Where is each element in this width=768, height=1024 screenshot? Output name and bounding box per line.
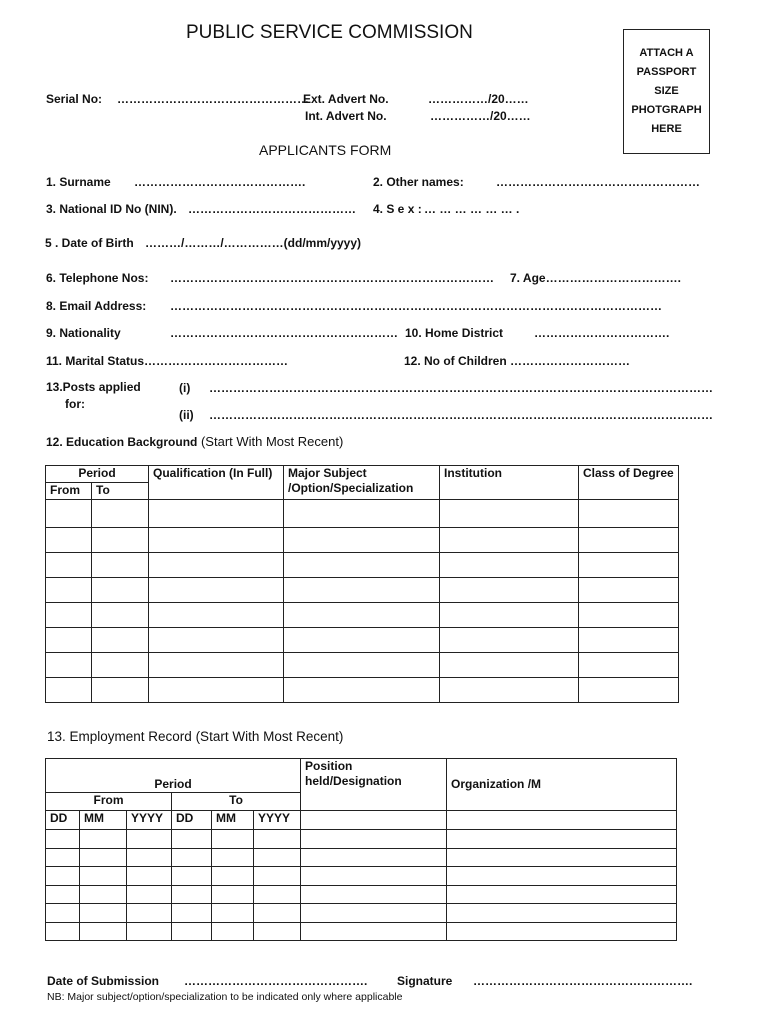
nationality-field[interactable]: ………………………………………………… bbox=[170, 326, 398, 340]
edu-cell[interactable] bbox=[92, 553, 149, 578]
emp-cell[interactable] bbox=[447, 867, 677, 886]
surname-label: 1. Surname bbox=[46, 175, 111, 189]
home-district-label: 10. Home District bbox=[405, 326, 504, 340]
emp-col-dd-to: DD bbox=[172, 811, 212, 830]
edu-cell[interactable] bbox=[579, 628, 679, 653]
emp-cell[interactable] bbox=[301, 922, 447, 941]
emp-cell[interactable] bbox=[212, 848, 254, 867]
emp-cell[interactable] bbox=[127, 922, 172, 941]
edu-cell[interactable] bbox=[92, 500, 149, 528]
table-row bbox=[46, 904, 677, 923]
edu-cell[interactable] bbox=[579, 653, 679, 678]
emp-col-dd-from: DD bbox=[46, 811, 80, 830]
edu-cell[interactable] bbox=[149, 678, 284, 703]
telephone-field[interactable]: ……………………………………………………………………… bbox=[170, 271, 494, 285]
dob-field[interactable]: ………/………/……………(dd/mm/yyyy) bbox=[145, 236, 362, 250]
emp-cell[interactable] bbox=[212, 885, 254, 904]
emp-cell[interactable] bbox=[212, 904, 254, 923]
edu-cell[interactable] bbox=[579, 578, 679, 603]
emp-cell[interactable] bbox=[80, 904, 127, 923]
posts-ii-marker: (ii) bbox=[179, 408, 194, 422]
page-title: PUBLIC SERVICE COMMISSION bbox=[186, 22, 473, 43]
table-row bbox=[46, 922, 677, 941]
emp-cell[interactable] bbox=[46, 885, 80, 904]
edu-cell[interactable] bbox=[46, 678, 92, 703]
ext-advert-label: Ext. Advert No. bbox=[303, 92, 389, 106]
emp-cell[interactable] bbox=[254, 904, 301, 923]
table-row bbox=[46, 500, 679, 528]
edu-cell[interactable] bbox=[149, 603, 284, 628]
email-field[interactable]: …………………………………………………………………………………………………………… bbox=[170, 299, 662, 313]
emp-col-mm-from: MM bbox=[80, 811, 127, 830]
posts-i-marker: (i) bbox=[179, 381, 191, 395]
edu-cell[interactable] bbox=[284, 528, 440, 553]
int-advert-field[interactable]: ……………/20…… bbox=[430, 109, 531, 123]
edu-col-to: To bbox=[92, 483, 149, 500]
edu-cell[interactable] bbox=[284, 553, 440, 578]
serial-label: Serial No: bbox=[46, 92, 103, 106]
emp-cell[interactable] bbox=[46, 867, 80, 886]
submission-label: Date of Submission bbox=[47, 974, 160, 988]
emp-cell[interactable] bbox=[447, 830, 677, 849]
emp-cell[interactable] bbox=[172, 904, 212, 923]
emp-cell[interactable] bbox=[301, 885, 447, 904]
photo-box-text: ATTACH A PASSPORT SIZE PHOTGRAPH HERE bbox=[631, 47, 702, 135]
ext-advert-field[interactable]: ……………/20…… bbox=[428, 92, 529, 106]
table-row bbox=[46, 628, 679, 653]
emp-cell[interactable] bbox=[127, 904, 172, 923]
table-row bbox=[46, 867, 677, 886]
edu-cell[interactable] bbox=[149, 578, 284, 603]
emp-cell[interactable] bbox=[447, 904, 677, 923]
edu-col-qualification: Qualification (In Full) bbox=[149, 466, 284, 500]
education-heading-bold: 12. Education Background bbox=[46, 435, 198, 449]
table-row bbox=[46, 578, 679, 603]
edu-cell[interactable] bbox=[149, 628, 284, 653]
emp-cell[interactable] bbox=[254, 830, 301, 849]
emp-cell[interactable] bbox=[301, 904, 447, 923]
emp-col-period: Period bbox=[46, 759, 301, 793]
emp-cell[interactable] bbox=[212, 922, 254, 941]
emp-col-position: Position held/Designation bbox=[301, 759, 447, 811]
emp-cell[interactable] bbox=[254, 922, 301, 941]
emp-cell[interactable] bbox=[172, 922, 212, 941]
emp-cell[interactable] bbox=[46, 922, 80, 941]
edu-cell[interactable] bbox=[284, 653, 440, 678]
edu-cell[interactable] bbox=[149, 500, 284, 528]
posts-ii-field[interactable]: ……………………………………………………………………………………………………………… bbox=[209, 408, 713, 422]
emp-cell[interactable] bbox=[46, 904, 80, 923]
emp-cell[interactable] bbox=[127, 885, 172, 904]
edu-cell[interactable] bbox=[579, 603, 679, 628]
signature-field[interactable]: ………………………………………………. bbox=[473, 974, 693, 988]
emp-cell[interactable] bbox=[254, 867, 301, 886]
submission-field[interactable]: ………………………………………. bbox=[184, 974, 368, 988]
edu-col-period: Period bbox=[46, 466, 149, 483]
emp-cell[interactable] bbox=[80, 922, 127, 941]
emp-col-org: Organization /M bbox=[447, 759, 677, 811]
footnote: NB: Major subject/option/specialization to be indicated only where applicable bbox=[47, 991, 403, 1003]
emp-cell-blank bbox=[447, 811, 677, 830]
nin-field[interactable]: …………………………………… bbox=[188, 202, 356, 216]
form-title: APPLICANTS FORM bbox=[259, 142, 392, 158]
emp-cell[interactable] bbox=[80, 867, 127, 886]
emp-cell[interactable] bbox=[212, 867, 254, 886]
edu-cell[interactable] bbox=[440, 653, 579, 678]
employment-table bbox=[45, 758, 677, 941]
edu-cell[interactable] bbox=[579, 553, 679, 578]
dob-label: 5 . Date of Birth bbox=[45, 236, 134, 250]
edu-cell[interactable] bbox=[284, 628, 440, 653]
emp-cell[interactable] bbox=[254, 848, 301, 867]
emp-cell[interactable] bbox=[46, 830, 80, 849]
education-heading-rest: (Start With Most Recent) bbox=[197, 434, 344, 449]
table-row bbox=[46, 885, 677, 904]
emp-cell[interactable] bbox=[172, 885, 212, 904]
edu-cell[interactable] bbox=[46, 528, 92, 553]
nin-label: 3. National ID No (NIN). bbox=[46, 202, 177, 216]
edu-cell[interactable] bbox=[284, 578, 440, 603]
education-table bbox=[45, 465, 679, 703]
emp-cell[interactable] bbox=[80, 885, 127, 904]
email-label: 8. Email Address: bbox=[46, 299, 147, 313]
edu-cell[interactable] bbox=[440, 578, 579, 603]
edu-cell[interactable] bbox=[579, 500, 679, 528]
emp-cell[interactable] bbox=[447, 922, 677, 941]
emp-cell[interactable] bbox=[447, 885, 677, 904]
edu-cell[interactable] bbox=[92, 578, 149, 603]
edu-cell[interactable] bbox=[46, 603, 92, 628]
edu-cell[interactable] bbox=[149, 528, 284, 553]
marital-status-field[interactable]: 11. Marital Status……………………………… bbox=[46, 354, 289, 368]
edu-cell[interactable] bbox=[149, 653, 284, 678]
surname-field[interactable]: ……………………………………. bbox=[134, 175, 306, 189]
emp-cell[interactable] bbox=[127, 830, 172, 849]
edu-cell[interactable] bbox=[92, 528, 149, 553]
posts-label: 13.Posts applied bbox=[46, 380, 141, 394]
table-row bbox=[46, 830, 677, 849]
age-field[interactable]: 7. Age……………………………. bbox=[510, 271, 681, 285]
edu-cell[interactable] bbox=[92, 653, 149, 678]
edu-cell[interactable] bbox=[46, 553, 92, 578]
edu-cell[interactable] bbox=[440, 528, 579, 553]
int-advert-label: Int. Advert No. bbox=[305, 109, 387, 123]
emp-col-mm-to: MM bbox=[212, 811, 254, 830]
emp-cell[interactable] bbox=[46, 848, 80, 867]
edu-cell[interactable] bbox=[92, 678, 149, 703]
emp-col-from: From bbox=[46, 793, 172, 811]
sex-field[interactable]: … … … … … … . bbox=[424, 202, 520, 216]
edu-cell[interactable] bbox=[92, 628, 149, 653]
emp-col-yyyy-to: YYYY bbox=[254, 811, 301, 830]
table-row bbox=[46, 678, 679, 703]
edu-cell[interactable] bbox=[440, 500, 579, 528]
edu-col-class: Class of Degree bbox=[579, 466, 679, 500]
edu-cell[interactable] bbox=[46, 628, 92, 653]
education-heading bbox=[46, 434, 343, 449]
table-row bbox=[46, 603, 679, 628]
edu-col-major: Major Subject /Option/Specialization bbox=[284, 466, 440, 500]
edu-cell[interactable] bbox=[579, 528, 679, 553]
emp-cell[interactable] bbox=[172, 848, 212, 867]
emp-col-to: To bbox=[172, 793, 301, 811]
table-row bbox=[46, 528, 679, 553]
emp-cell[interactable] bbox=[80, 848, 127, 867]
employment-heading: 13. Employment Record (Start With Most Recent) bbox=[47, 729, 344, 744]
edu-cell[interactable] bbox=[46, 578, 92, 603]
emp-cell[interactable] bbox=[127, 848, 172, 867]
table-row bbox=[46, 848, 677, 867]
emp-cell[interactable] bbox=[127, 867, 172, 886]
emp-col-yyyy-from: YYYY bbox=[127, 811, 172, 830]
edu-cell[interactable] bbox=[46, 500, 92, 528]
nationality-label: 9. Nationality bbox=[46, 326, 121, 340]
emp-cell[interactable] bbox=[301, 867, 447, 886]
table-row bbox=[46, 653, 679, 678]
passport-photo-box bbox=[623, 29, 710, 154]
edu-col-institution: Institution bbox=[440, 466, 579, 500]
emp-cell[interactable] bbox=[172, 830, 212, 849]
posts-i-field[interactable]: ……………………………………………………………………………………………………………… bbox=[209, 381, 713, 395]
children-field[interactable]: 12. No of Children ………………………… bbox=[404, 354, 631, 368]
telephone-label: 6. Telephone Nos: bbox=[46, 271, 149, 285]
serial-field[interactable]: ………………………………………… bbox=[117, 92, 309, 106]
table-row bbox=[46, 553, 679, 578]
edu-cell[interactable] bbox=[284, 500, 440, 528]
edu-cell[interactable] bbox=[46, 653, 92, 678]
emp-cell-blank bbox=[301, 811, 447, 830]
edu-cell[interactable] bbox=[284, 678, 440, 703]
edu-cell[interactable] bbox=[440, 603, 579, 628]
emp-cell[interactable] bbox=[212, 830, 254, 849]
emp-cell[interactable] bbox=[172, 867, 212, 886]
edu-cell[interactable] bbox=[284, 603, 440, 628]
signature-label: Signature bbox=[397, 974, 453, 988]
edu-col-from: From bbox=[46, 483, 92, 500]
edu-cell[interactable] bbox=[440, 678, 579, 703]
emp-cell[interactable] bbox=[447, 848, 677, 867]
edu-cell[interactable] bbox=[149, 553, 284, 578]
home-district-field[interactable]: ……………………………. bbox=[534, 326, 670, 340]
sex-label: 4. S e x : bbox=[373, 202, 422, 216]
emp-cell[interactable] bbox=[254, 885, 301, 904]
emp-cell[interactable] bbox=[301, 830, 447, 849]
other-names-label: 2. Other names: bbox=[373, 175, 464, 189]
edu-cell[interactable] bbox=[440, 628, 579, 653]
edu-cell[interactable] bbox=[92, 603, 149, 628]
emp-cell[interactable] bbox=[80, 830, 127, 849]
other-names-field[interactable]: …………………………………………… bbox=[496, 175, 700, 189]
posts-label-for: for: bbox=[65, 397, 85, 411]
edu-cell[interactable] bbox=[579, 678, 679, 703]
edu-cell[interactable] bbox=[440, 553, 579, 578]
emp-cell[interactable] bbox=[301, 848, 447, 867]
